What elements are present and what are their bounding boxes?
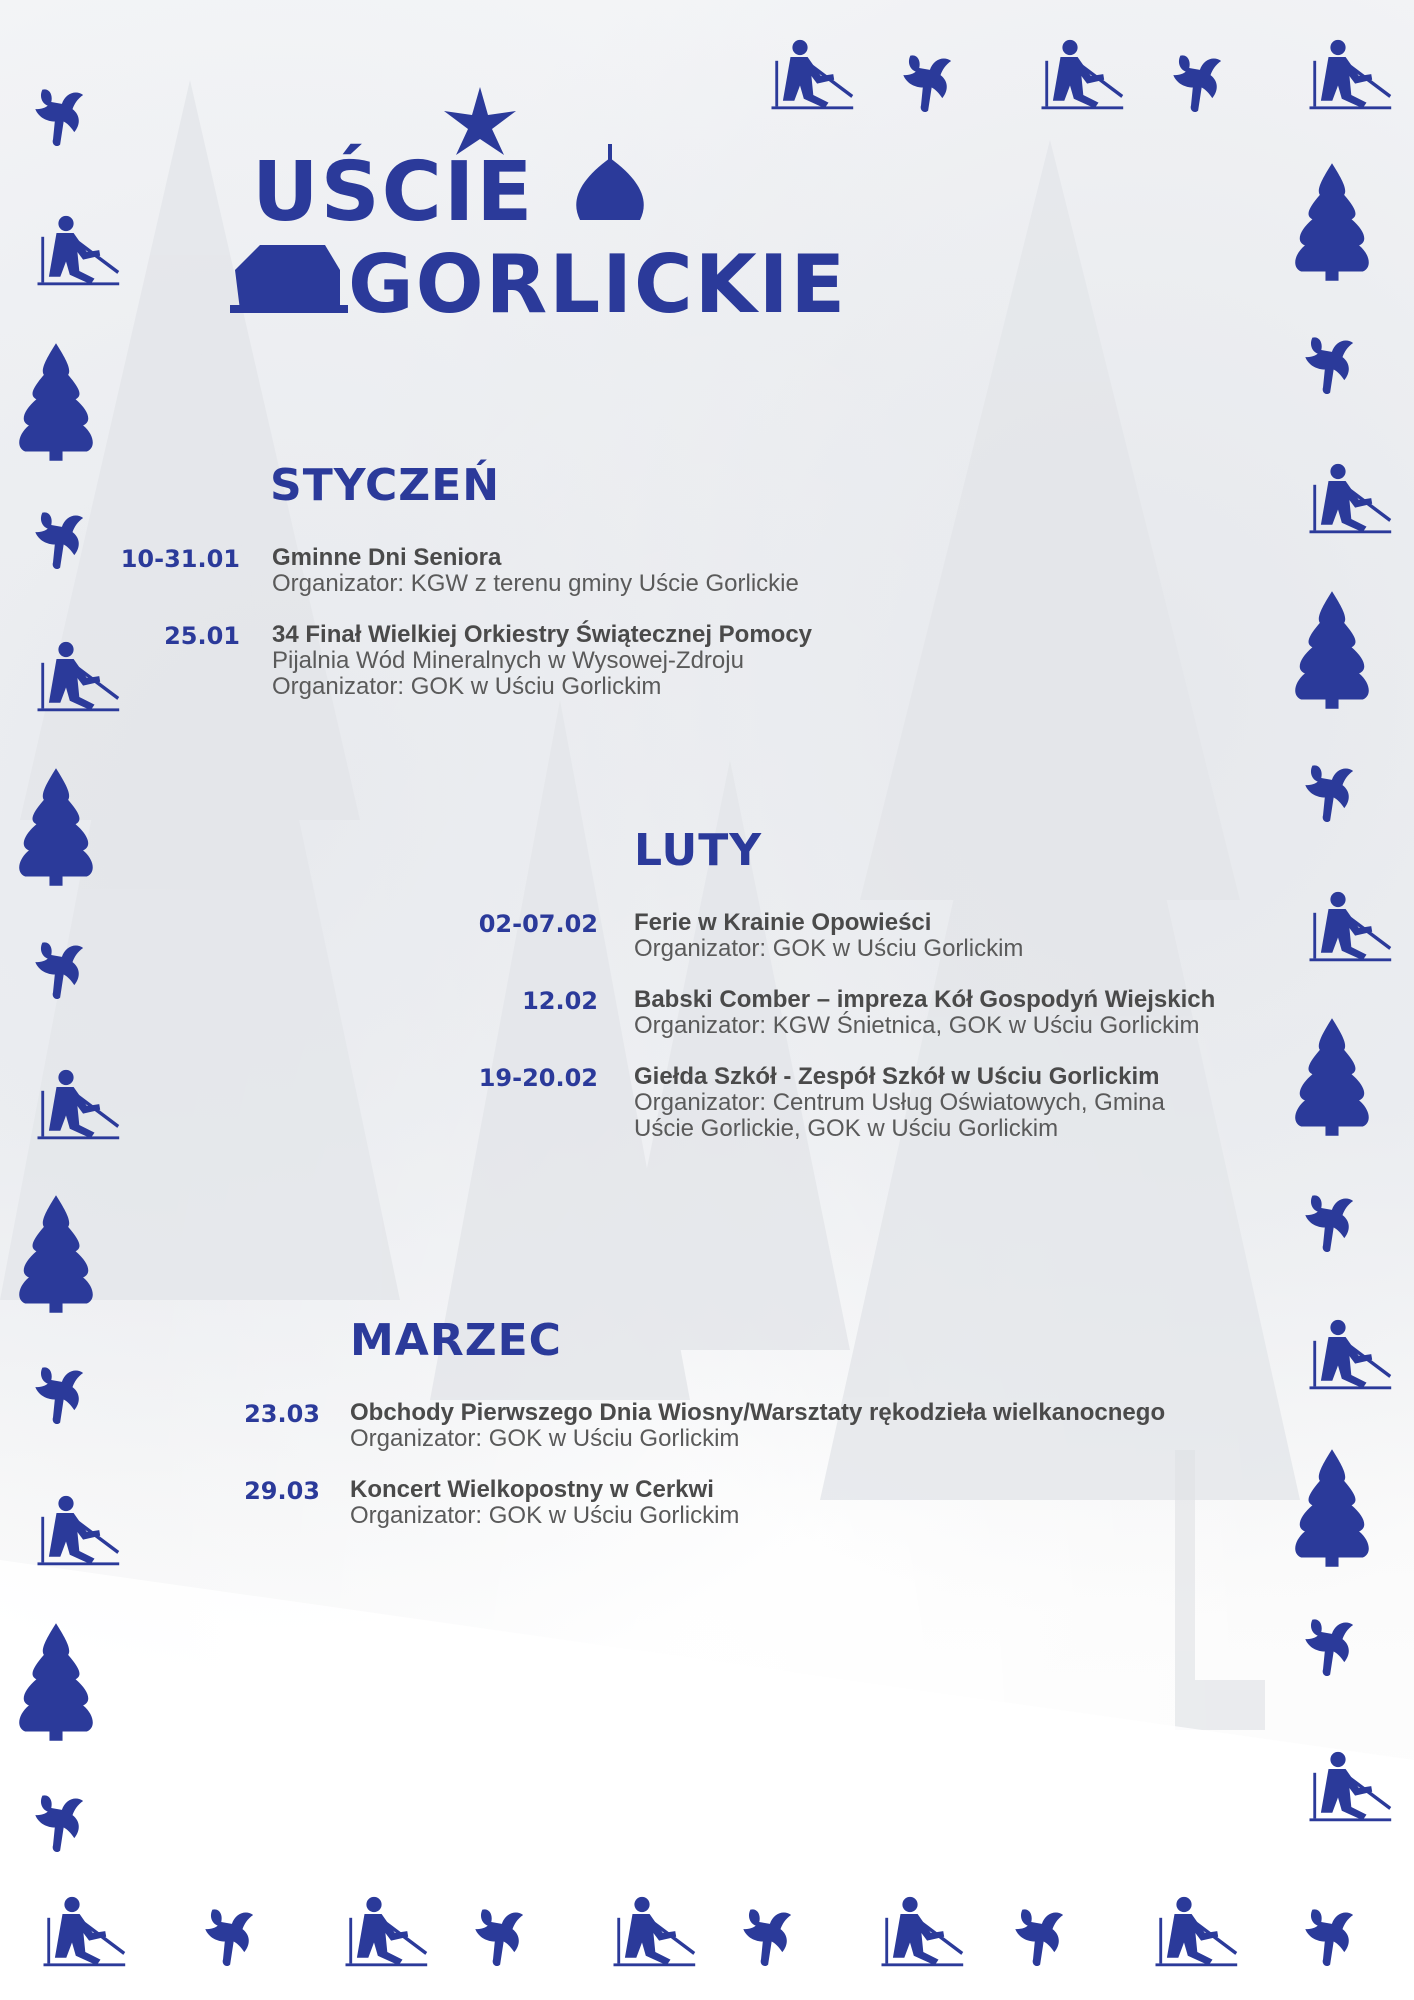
month-heading-january: STYCZEŃ	[270, 460, 501, 511]
skier-icon	[1146, 1895, 1241, 1975]
fir-tree-icon	[1290, 588, 1374, 716]
bird-icon	[1300, 1612, 1362, 1688]
bird-icon	[30, 1788, 92, 1864]
event-title: 34 Finał Wielkiej Orkiestry Świątecznej Pomocy	[272, 621, 813, 648]
bird-icon	[1300, 1188, 1362, 1264]
house-icon	[230, 245, 348, 313]
skier-icon	[336, 1895, 431, 1975]
event-details	[350, 1477, 739, 1529]
skier-icon	[1300, 1750, 1395, 1830]
bird-icon	[1168, 48, 1230, 124]
event-organizer: Organizator: GOK w Uściu Gorlickim	[272, 673, 662, 700]
skier-icon	[1032, 38, 1127, 118]
bird-icon	[30, 935, 92, 1011]
event-date: 19-20.02	[478, 1064, 598, 1092]
event-title: Giełda Szkół - Zespół Szkół w Uściu Gorlickim	[634, 1063, 1160, 1090]
fir-tree-icon	[14, 765, 98, 893]
event-title: Ferie w Krainie Opowieści	[634, 909, 932, 936]
logo-line1: UŚCIE	[252, 145, 535, 240]
church-dome-icon	[576, 144, 644, 220]
bird-icon	[200, 1902, 262, 1978]
bird-icon	[1300, 758, 1362, 834]
event-organizer: Organizator: KGW Śnietnica, GOK w Uściu Gorlickim	[634, 1012, 1200, 1039]
fir-tree-icon	[14, 1620, 98, 1748]
event-details	[634, 987, 1215, 1039]
bird-icon	[1300, 330, 1362, 406]
event-details	[272, 545, 799, 597]
event-date: 10-31.01	[120, 545, 240, 573]
event-date: 02-07.02	[478, 910, 598, 938]
event-title: Babski Comber – impreza Kół Gospodyń Wiejskich	[634, 986, 1216, 1013]
skier-icon	[604, 1895, 699, 1975]
skier-icon	[1300, 38, 1395, 118]
skier-icon	[1300, 1318, 1395, 1398]
bird-icon	[30, 1360, 92, 1436]
month-heading-march: MARZEC	[350, 1315, 562, 1366]
event-details	[634, 1064, 1165, 1142]
event-organizer: Organizator: GOK w Uściu Gorlickim	[350, 1425, 740, 1452]
skier-icon	[872, 1895, 967, 1975]
skier-icon	[1300, 462, 1395, 542]
bird-icon	[1010, 1902, 1072, 1978]
bird-icon	[898, 48, 960, 124]
fir-tree-icon	[14, 1192, 98, 1320]
event-details	[634, 910, 1023, 962]
month-heading-february: LUTY	[634, 825, 763, 876]
event-date: 29.03	[244, 1477, 320, 1505]
skier-icon	[28, 640, 123, 720]
bird-icon	[470, 1902, 532, 1978]
logo	[230, 70, 850, 330]
event-organizer: Organizator: Centrum Usług Oświatowych, Gmina	[634, 1089, 1165, 1116]
bird-icon	[30, 82, 92, 158]
skier-icon	[34, 1895, 129, 1975]
event-location: Pijalnia Wód Mineralnych w Wysowej-Zdroju	[272, 647, 744, 674]
skier-icon	[1300, 890, 1395, 970]
event-date: 25.01	[164, 622, 240, 650]
logo-line2: GORLICKIE	[348, 238, 848, 330]
event-organizer: Organizator: KGW z terenu gminy Uście Gorlickie	[272, 570, 799, 597]
skier-icon	[28, 214, 123, 294]
event-title: Gminne Dni Seniora	[272, 544, 502, 571]
fir-tree-icon	[14, 340, 98, 468]
event-details	[350, 1400, 1165, 1452]
event-organizer: Organizator: GOK w Uściu Gorlickim	[634, 935, 1024, 962]
event-date: 12.02	[522, 987, 598, 1015]
event-title: Obchody Pierwszego Dnia Wiosny/Warsztaty rękodzieła wielkanocnego	[350, 1399, 1166, 1426]
event-date: 23.03	[244, 1400, 320, 1428]
skier-icon	[28, 1068, 123, 1148]
event-organizer: Uście Gorlickie, GOK w Uściu Gorlickim	[634, 1115, 1059, 1142]
event-organizer: Organizator: GOK w Uściu Gorlickim	[350, 1502, 740, 1529]
event-title: Koncert Wielkopostny w Cerkwi	[350, 1476, 714, 1503]
fir-tree-icon	[1290, 1446, 1374, 1574]
bird-icon	[1300, 1902, 1362, 1978]
skier-icon	[28, 1494, 123, 1574]
fir-tree-icon	[1290, 1015, 1374, 1143]
bird-icon	[738, 1902, 800, 1978]
fir-tree-icon	[1290, 160, 1374, 288]
event-details	[272, 622, 812, 700]
